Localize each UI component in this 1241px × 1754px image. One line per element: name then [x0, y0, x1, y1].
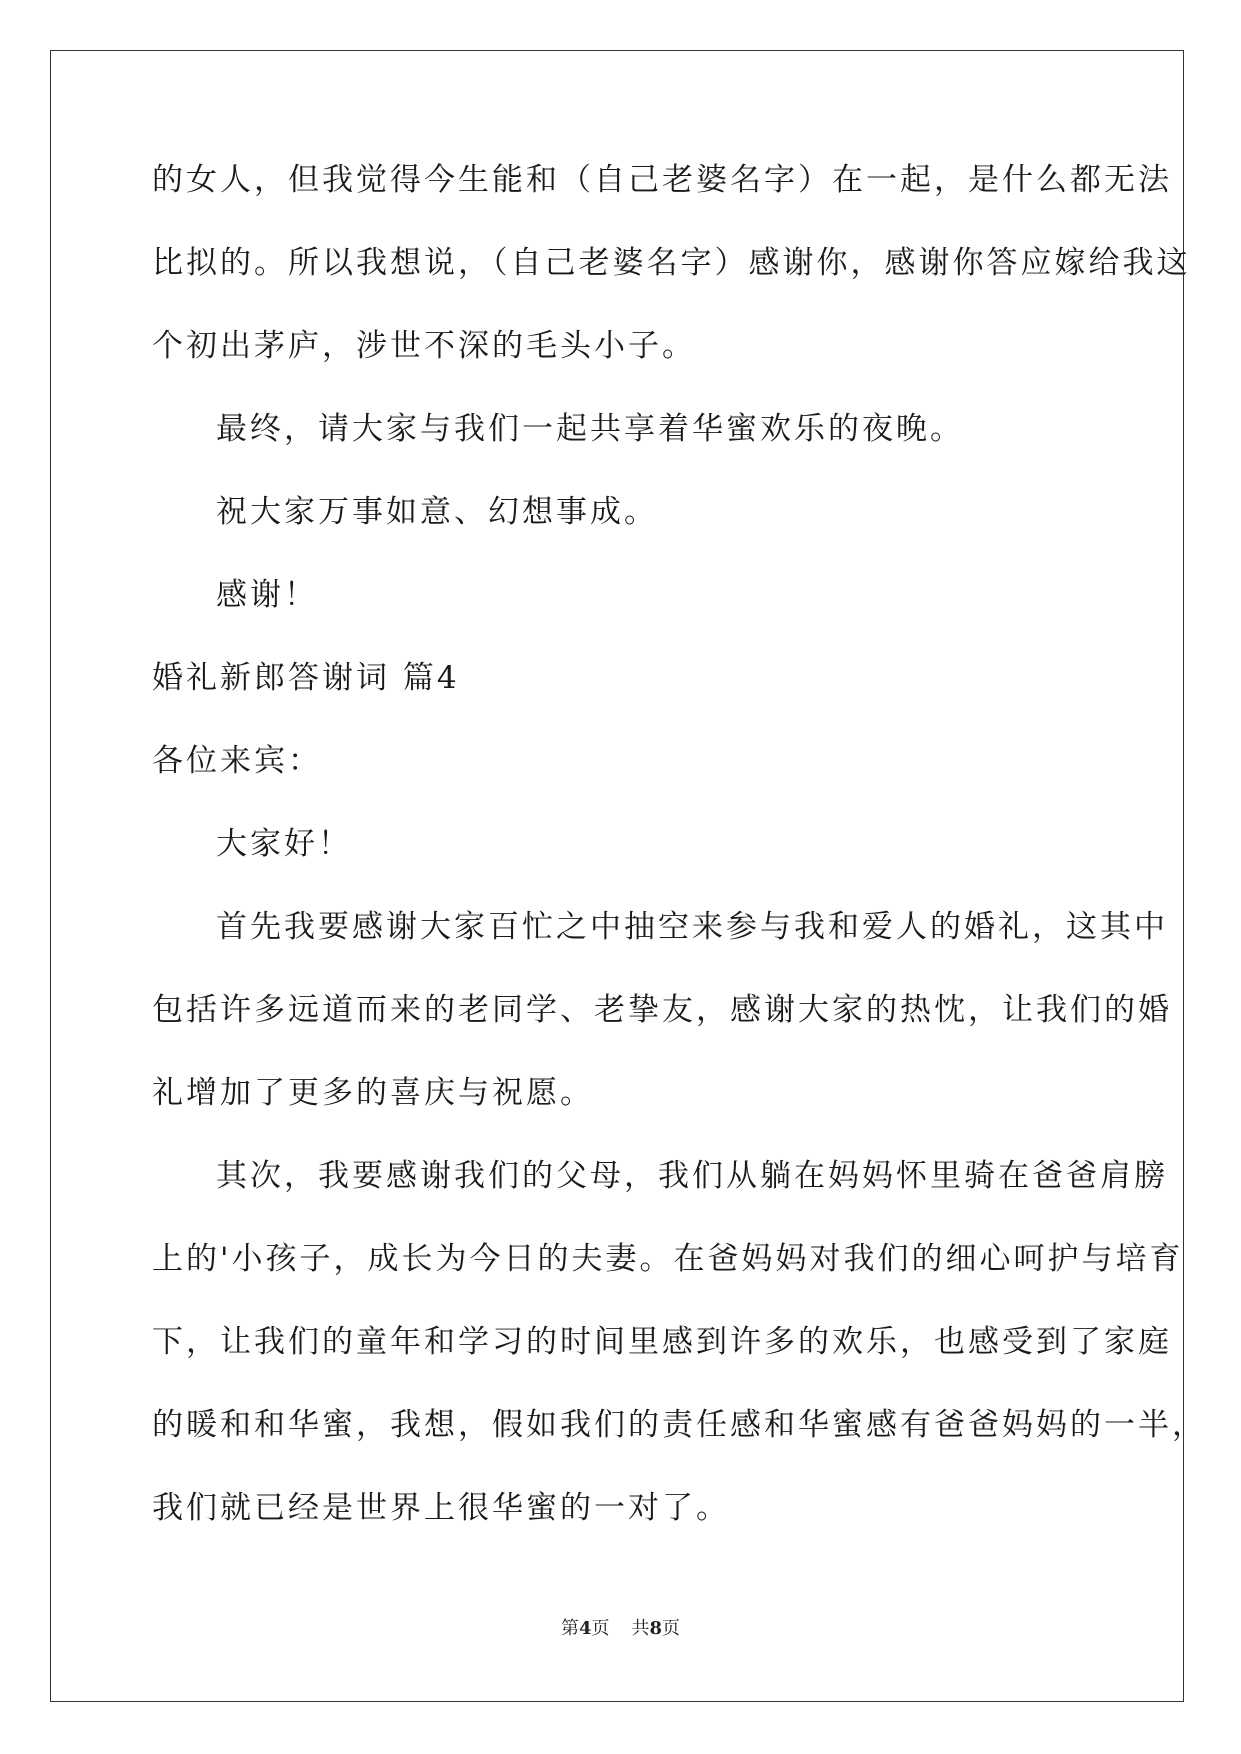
paragraph-line: 首先我要感谢大家百忙之中抽空来参与我和爱人的婚礼，这其中	[216, 909, 1168, 945]
document-body	[152, 160, 1206, 1571]
footer-total-word: 页	[662, 1618, 681, 1639]
paragraph-line: 感谢！	[216, 577, 318, 613]
paragraph-line: 最终，请大家与我们一起共享着华蜜欢乐的夜晚。	[216, 411, 964, 447]
paragraph-line: 祝大家万事如意、幻想事成。	[216, 494, 658, 530]
footer-page-word: 页	[591, 1618, 610, 1639]
paragraph-line: 个初出茅庐，涉世不深的毛头小子。	[152, 328, 696, 364]
current-page-number: 4	[578, 1618, 592, 1639]
paragraph-line: 下，让我们的童年和学习的时间里感到许多的欢乐，也感受到了家庭	[152, 1324, 1172, 1360]
paragraph-line: 上的'小孩子，成长为今日的夫妻。在爸妈妈对我们的细心呵护与培育	[152, 1241, 1184, 1277]
paragraph-line: 的暖和和华蜜，我想，假如我们的责任感和华蜜感有爸爸妈妈的一半，	[152, 1407, 1206, 1443]
paragraph-line: 的女人，但我觉得今生能和（自己老婆名字）在一起，是什么都无法	[152, 162, 1172, 198]
paragraph-line: 礼增加了更多的喜庆与祝愿。	[152, 1075, 594, 1111]
footer-total-prefix: 共	[631, 1618, 650, 1639]
page-footer	[0, 1614, 1241, 1640]
total-pages-number: 8	[649, 1618, 663, 1639]
footer-prefix: 第	[560, 1618, 579, 1639]
salutation: 各位来宾：	[152, 743, 322, 779]
paragraph-line: 我们就已经是世界上很华蜜的一对了。	[152, 1490, 730, 1526]
greeting: 大家好！	[216, 826, 352, 862]
paragraph-line: 其次，我要感谢我们的父母，我们从躺在妈妈怀里骑在爸爸肩膀	[216, 1158, 1168, 1194]
section-heading: 婚礼新郎答谢词 篇4	[152, 660, 460, 696]
paragraph-line: 包括许多远道而来的老同学、老挚友，感谢大家的热忱，让我们的婚	[152, 992, 1172, 1028]
paragraph-line: 比拟的。所以我想说，（自己老婆名字）感谢你，感谢你答应嫁给我这	[152, 245, 1191, 281]
